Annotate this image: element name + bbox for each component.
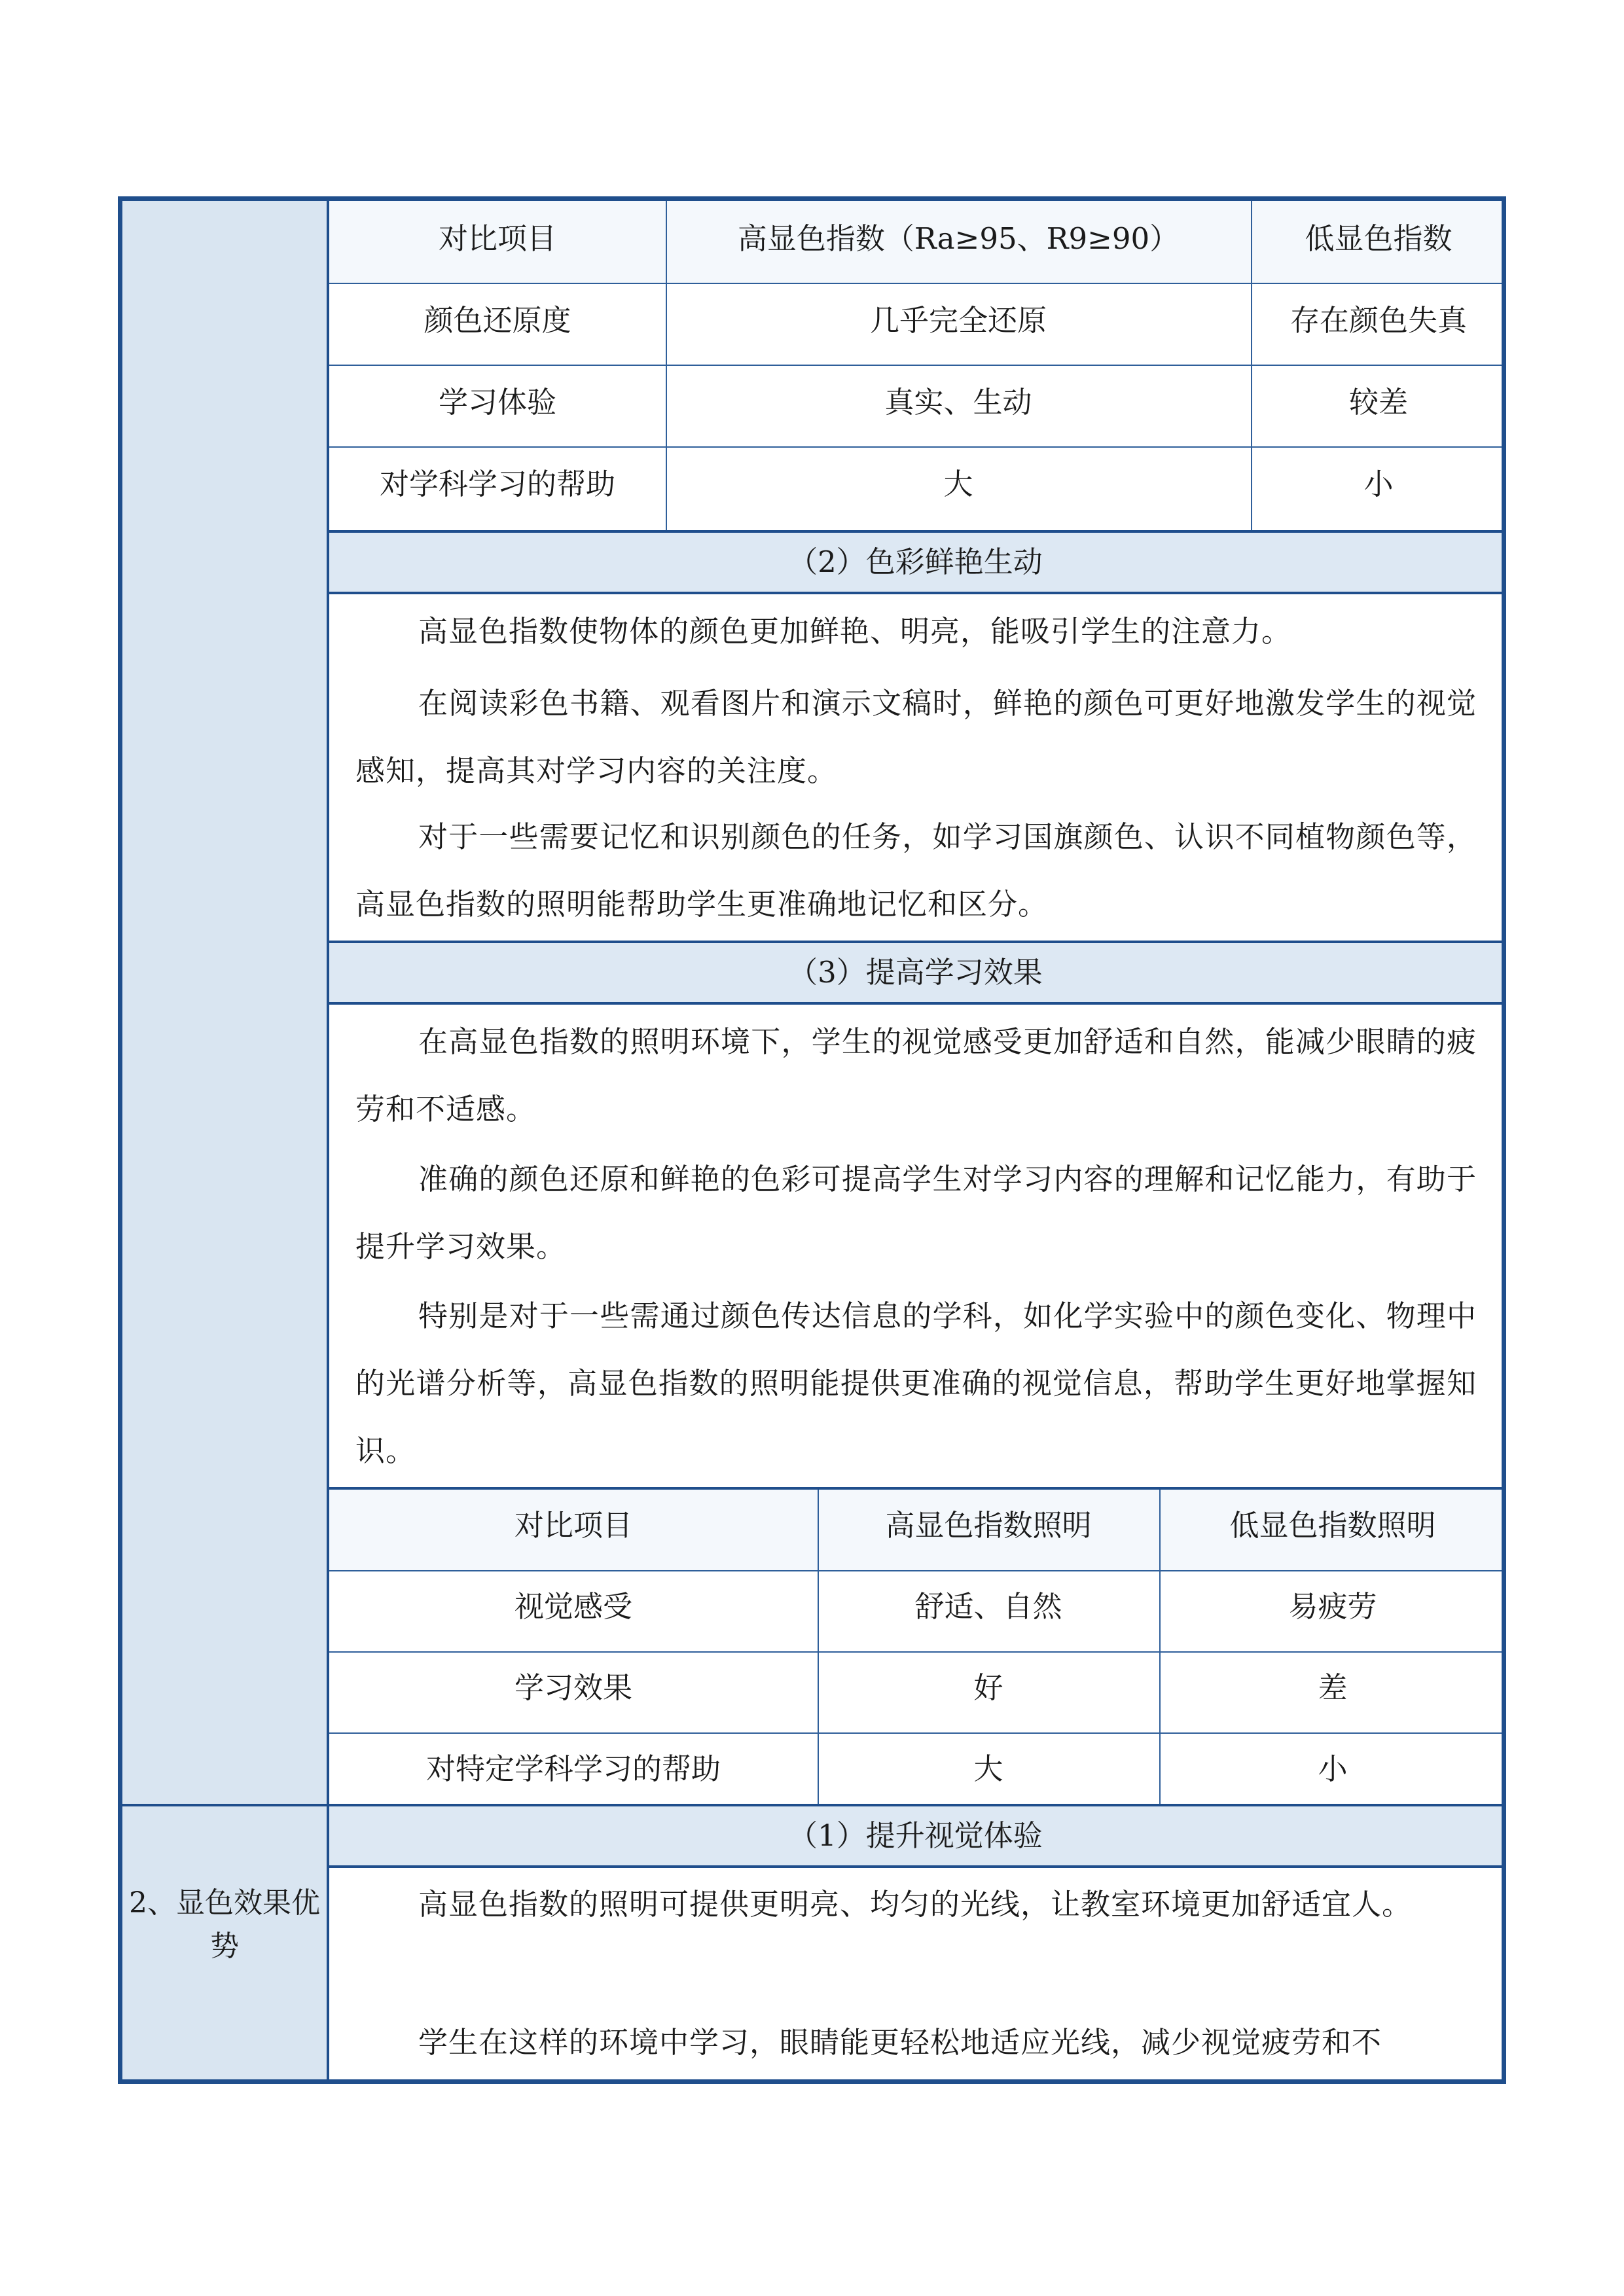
table1-row-divider: [329, 446, 1502, 448]
section-effect-paragraph: 准确的颜色还原和鲜艳的色彩可提高学生对学习内容的理解和记忆能力，有助于提升学习效果。: [355, 1162, 1477, 1264]
table1-cell: 学习体验: [438, 385, 556, 420]
table1-cell: 存在颜色失真: [1290, 303, 1467, 338]
table2-cell: 视觉感受: [514, 1589, 632, 1624]
section-effect-paragraph: 在高显色指数的照明环境下，学生的视觉感受更加舒适和自然，能减少眼睛的疲劳和不适感。: [355, 1024, 1477, 1126]
table2-row-divider: [329, 1651, 1502, 1653]
table1-row-divider: [329, 283, 1502, 284]
table2-cell: 好: [973, 1670, 1003, 1705]
section-divider: [329, 1865, 1502, 1868]
table2-cell: 舒适、自然: [914, 1589, 1062, 1624]
document-table-frame: [118, 196, 1506, 2084]
section-divider: [329, 592, 1502, 594]
category-label-display-advantage: 2、显色效果优势: [129, 1886, 320, 1963]
section-effect-paragraph: 特别是对于一些需通过颜色传达信息的学科，如化学实验中的颜色变化、物理中的光谱分析等，高显色指数的照明能提供更准确的视觉信息，帮助学生更好地掌握知识。: [355, 1299, 1477, 1468]
table2-cell: 差: [1318, 1670, 1348, 1705]
table1-cell: 小: [1363, 467, 1394, 501]
table1-cell: 大: [943, 467, 973, 501]
section-visual-paragraph: 学生在这样的环境中学习，眼睛能更轻松地适应光线，减少视觉疲劳和不: [418, 2025, 1382, 2060]
section-vivid-title: （2）色彩鲜艳生动: [788, 545, 1043, 579]
section-visual-paragraph: 高显色指数的照明可提供更明亮、均匀的光线，让教室环境更加舒适宜人。: [418, 1887, 1413, 1922]
category-column: [122, 201, 329, 2079]
table1-cell: 真实、生动: [884, 385, 1032, 420]
table2-cell: 大: [973, 1751, 1003, 1786]
section-vivid-paragraph: 高显色指数使物体的颜色更加鲜艳、明亮，能吸引学生的注意力。: [418, 614, 1292, 649]
table1-cell: 较差: [1348, 385, 1408, 420]
table1-cell: 颜色还原度: [424, 303, 571, 338]
section-effect-title: （3）提高学习效果: [788, 955, 1043, 990]
table1-header-item: 对比项目: [438, 221, 556, 256]
table2-cell: 易疲劳: [1288, 1589, 1377, 1624]
section-vivid-paragraph: 在阅读彩色书籍、观看图片和演示文稿时，鲜艳的颜色可更好地激发学生的视觉感知，提高其对学习内容的关注度。: [355, 686, 1477, 788]
section-visual-title: （1）提升视觉体验: [788, 1818, 1043, 1853]
table2-cell: 学习效果: [514, 1670, 632, 1705]
section-vivid-paragraph: 对于一些需要记忆和识别颜色的任务，如学习国旗颜色、认识不同植物颜色等，高显色指数的照明能帮助学生更准确地记忆和区分。: [355, 819, 1477, 922]
table1-cell: 对学科学习的帮助: [379, 467, 615, 501]
table1-header-high-cri: 高显色指数（Ra≥95、R9≥90）: [737, 221, 1180, 256]
table2-row-divider: [329, 1732, 1502, 1734]
table2-header-high-cri: 高显色指数照明: [885, 1508, 1092, 1543]
table1-cell: 几乎完全还原: [869, 303, 1047, 338]
category-divider: [122, 1804, 327, 1806]
table1-header-low-cri: 低显色指数: [1305, 221, 1453, 256]
table1-row-divider: [329, 365, 1502, 366]
table2-cell: 对特定学科学习的帮助: [425, 1751, 721, 1786]
table2-row-divider: [329, 1570, 1502, 1571]
table2-header-low-cri: 低显色指数照明: [1229, 1508, 1436, 1543]
section-divider: [329, 1002, 1502, 1005]
table2-cell: 小: [1318, 1751, 1348, 1786]
table2-header-item: 对比项目: [514, 1508, 632, 1543]
